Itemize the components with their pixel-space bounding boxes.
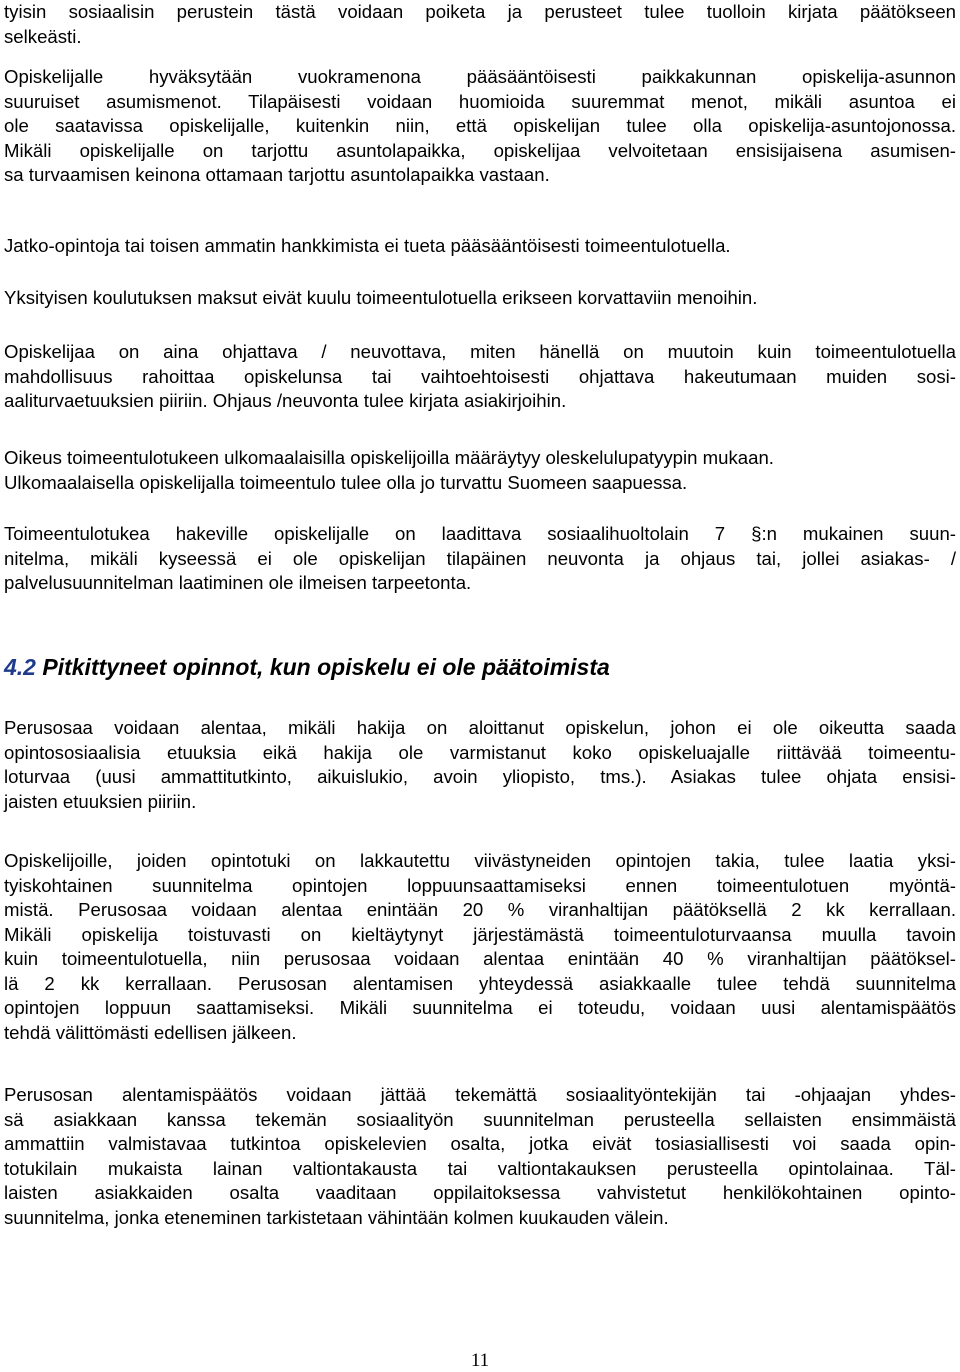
paragraph-3 [4, 234, 956, 259]
paragraph-7 [4, 522, 956, 596]
paragraph-line: nitelma, mikäli kyseessä ei ole opiskelijan tilapäinen neuvonta ja ohjaus tai, jollei asiakas- / [4, 547, 956, 569]
paragraph-2 [4, 65, 956, 188]
paragraph-line: Yksityisen koulutuksen maksut eivät kuulu toimeentulotuella erikseen korvattaviin menoihin. [4, 287, 758, 308]
paragraph-line: lä 2 kk kerrallaan. Perusosan alentamisen yhteydessä asiakkaalle tulee tehdä suunnitelma [4, 972, 956, 994]
paragraph-line: ole saatavissa opiskelijalle, kuitenkin niin, että opiskelijan tulee olla opiskelija-asuntojonossa. [4, 115, 956, 136]
paragraph-line: suunnitelma, jonka eteneminen tarkistetaan vähintään kolmen kuukauden välein. [4, 1206, 669, 1228]
paragraph-line: Mikäli opiskelijalle on tarjottu asuntolapaikka, opiskelijaa velvoitetaan ensisijaisena asumisen- [4, 139, 956, 161]
paragraph-line: mahdollisuus rahoittaa opiskelunsa tai vaihtoehtoisesti ohjattava hakeutumaan muiden sosi- [4, 365, 956, 387]
paragraph-line: Perusosan alentamispäätös voidaan jättää tekemättä sosiaalityöntekijän tai -ohjaajan yhdes- [4, 1084, 956, 1105]
paragraph-line: kuin toimeentulotuella, niin perusosaa voidaan alentaa enintään 40 % viranhaltijan päätöksel- [4, 948, 956, 969]
paragraph-line: mistä. Perusosaa voidaan alentaa enintään 20 % viranhaltijan päätöksellä 2 kk kerrallaan. [4, 899, 956, 920]
paragraph-line: suuruiset asumismenot. Tilapäisesti voidaan huomioida suuremmat menot, mikäli asuntoa ei [4, 90, 956, 112]
paragraph-line: totukilain mukaista lainan valtiontakausta tai valtiontakauksen perusteella opintolainaa. Täl- [4, 1157, 956, 1179]
paragraph-line: ammattiin valmistavaa tutkintoa opiskelevien osalta, jotka eivät tosiasiallisesti voi saada opin- [4, 1133, 956, 1154]
paragraph-line: sa turvaamisen keinona ottamaan tarjottu asuntolapaikka vastaan. [4, 164, 550, 185]
section-number: 4.2 [4, 654, 36, 680]
paragraph-line: Mikäli opiskelija toistuvasti on kieltäytynyt järjestämästä toimeentuloturvaansa muulla tavoin [4, 923, 956, 945]
paragraph-9 [4, 849, 956, 1045]
paragraph-10 [4, 1083, 956, 1230]
paragraph-line: sä asiakkaan kanssa tekemän sosiaalityön suunnitelman perusteella sellaisten ensimmäistä [4, 1108, 956, 1130]
paragraph-line: Toimeentulotukea hakeville opiskelijalle on laadittava sosiaalihuoltolain 7 §:n mukainen suun- [4, 523, 956, 544]
paragraph-8 [4, 716, 956, 814]
paragraph-line: tehdä välittömästi edellisen jälkeen. [4, 1021, 297, 1043]
paragraph-line: Perusosaa voidaan alentaa, mikäli hakija on aloittanut opiskelun, johon ei ole oikeutta saada [4, 717, 956, 738]
paragraph-line: Opiskelijalle hyväksytään vuokramenona pääsääntöisesti paikkakunnan opiskelija-asunnon [4, 66, 956, 87]
paragraph-line: Oikeus toimeentulotukeen ulkomaalaisilla opiskelijoilla määräytyy oleskelulupatyypin mukaan. [4, 447, 774, 468]
paragraph-line: opintojen loppuun saattamiseksi. Mikäli suunnitelma ei toteudu, voidaan uusi alentamispäätös [4, 997, 956, 1018]
section-heading [4, 652, 610, 682]
paragraph-1 [4, 0, 956, 49]
paragraph-line: palvelusuunnitelman laatiminen ole ilmeisen tarpeetonta. [4, 572, 472, 593]
paragraph-line: laisten asiakkaiden osalta vaaditaan oppilaitoksessa vahvistetut henkilökohtainen opinto- [4, 1182, 956, 1203]
section-title: Pitkittyneet opinnot, kun opiskelu ei ole päätoimista [35, 654, 610, 680]
paragraph-line: tyisin sosiaalisin perustein tästä voidaan poiketa ja perusteet tulee tuolloin kirjata päätökseen [4, 1, 956, 22]
paragraph-6 [4, 446, 956, 495]
paragraph-line: aaliturvaetuuksien piiriin. Ohjaus /neuvonta tulee kirjata asiakirjoihin. [4, 390, 567, 411]
paragraph-line: Opiskelijoille, joiden opintotuki on lakkautettu viivästyneiden opintojen takia, tulee laatia yksi- [4, 850, 956, 871]
paragraph-line: opintososiaalisia etuuksia eikä hakija ole varmistanut koko opiskeluajalle riittävää toimeentu- [4, 741, 956, 763]
page-number: 11 [470, 1350, 490, 1371]
paragraph-line: Jatko-opintoja tai toisen ammatin hankkimista ei tueta pääsääntöisesti toimeentulotuella. [4, 235, 731, 256]
paragraph-line: tyiskohtainen suunnitelma opintojen loppuunsaattamiseksi ennen toimeentulotuen myöntä- [4, 874, 956, 896]
paragraph-line: loturvaa (uusi ammattitutkinto, aikuislukio, avoin yliopisto, tms.). Asiakas tulee ohjata ensisi- [4, 766, 956, 787]
paragraph-line: selkeästi. [4, 25, 82, 47]
paragraph-line: Ulkomaalaisella opiskelijalla toimeentulo tulee olla jo turvattu Suomeen saapuessa. [4, 471, 688, 493]
paragraph-line: jaisten etuuksien piiriin. [4, 790, 197, 812]
paragraph-5 [4, 340, 956, 414]
paragraph-4 [4, 286, 956, 311]
paragraph-line: Opiskelijaa on aina ohjattava / neuvottava, miten hänellä on muutoin kuin toimeentulotuella [4, 341, 956, 362]
